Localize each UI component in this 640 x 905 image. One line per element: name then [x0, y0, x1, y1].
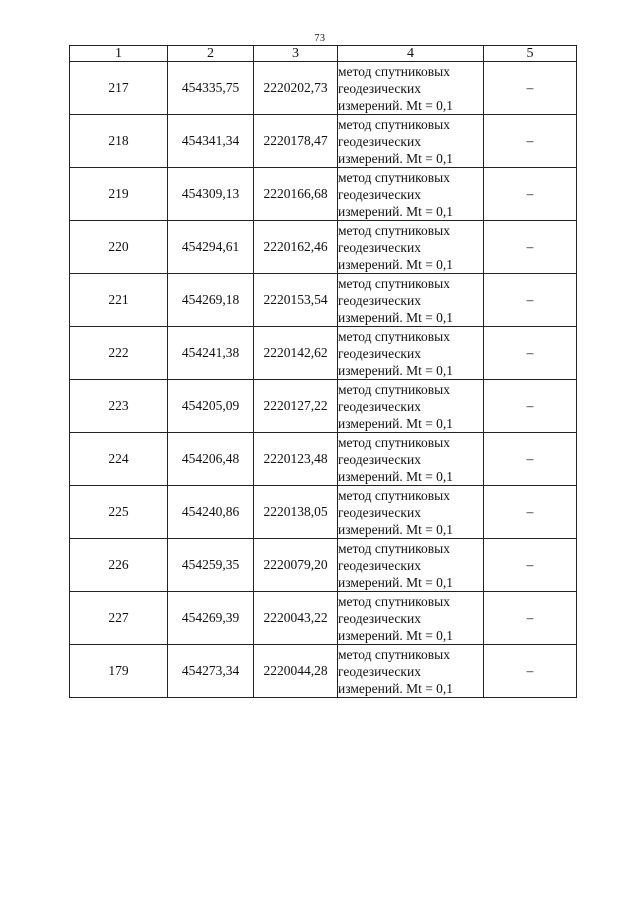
method-line: метод спутниковых [338, 222, 450, 238]
x-coordinate-cell: 454240,86 [168, 486, 254, 539]
method-line: измерений. Mt = 0,1 [338, 574, 454, 590]
method-line: геодезических [338, 345, 421, 361]
point-number-cell: 224 [70, 433, 168, 486]
method-line: геодезических [338, 398, 421, 414]
method-line: геодезических [338, 80, 421, 96]
method-cell [338, 115, 484, 168]
table-row [70, 645, 577, 698]
table-header-row [70, 46, 577, 62]
table-row [70, 327, 577, 380]
y-coordinate-cell: 2220142,62 [254, 327, 338, 380]
method-line: метод спутниковых [338, 169, 450, 185]
table-row [70, 433, 577, 486]
method-cell [338, 645, 484, 698]
col5-cell: – [484, 168, 577, 221]
point-number-cell: 219 [70, 168, 168, 221]
point-number-cell: 222 [70, 327, 168, 380]
method-cell [338, 62, 484, 115]
col5-cell: – [484, 380, 577, 433]
method-line: измерений. Mt = 0,1 [338, 627, 454, 643]
method-line: измерений. Mt = 0,1 [338, 468, 454, 484]
method-line: измерений. Mt = 0,1 [338, 415, 454, 431]
point-number-cell: 221 [70, 274, 168, 327]
method-cell [338, 274, 484, 327]
method-cell [338, 592, 484, 645]
y-coordinate-cell: 2220079,20 [254, 539, 338, 592]
point-number-cell: 226 [70, 539, 168, 592]
method-line: метод спутниковых [338, 487, 450, 503]
col5-cell: – [484, 486, 577, 539]
x-coordinate-cell: 454269,18 [168, 274, 254, 327]
method-line: метод спутниковых [338, 381, 450, 397]
method-line: метод спутниковых [338, 63, 450, 79]
method-cell [338, 539, 484, 592]
coordinates-table [69, 45, 577, 698]
y-coordinate-cell: 2220166,68 [254, 168, 338, 221]
table-row [70, 539, 577, 592]
point-number-cell: 179 [70, 645, 168, 698]
method-cell [338, 327, 484, 380]
x-coordinate-cell: 454241,38 [168, 327, 254, 380]
x-coordinate-cell: 454259,35 [168, 539, 254, 592]
method-line: измерений. Mt = 0,1 [338, 309, 454, 325]
y-coordinate-cell: 2220127,22 [254, 380, 338, 433]
x-coordinate-cell: 454341,34 [168, 115, 254, 168]
col5-cell: – [484, 62, 577, 115]
x-coordinate-cell: 454206,48 [168, 433, 254, 486]
method-line: метод спутниковых [338, 593, 450, 609]
method-line: измерений. Mt = 0,1 [338, 521, 454, 537]
table-row [70, 592, 577, 645]
method-line: геодезических [338, 504, 421, 520]
method-line: измерений. Mt = 0,1 [338, 97, 454, 113]
method-line: геодезических [338, 610, 421, 626]
table-row [70, 115, 577, 168]
y-coordinate-cell: 2220123,48 [254, 433, 338, 486]
table-row [70, 62, 577, 115]
method-line: метод спутниковых [338, 275, 450, 291]
method-line: измерений. Mt = 0,1 [338, 256, 454, 272]
col5-cell: – [484, 433, 577, 486]
y-coordinate-cell: 2220178,47 [254, 115, 338, 168]
method-line: измерений. Mt = 0,1 [338, 680, 454, 696]
x-coordinate-cell: 454205,09 [168, 380, 254, 433]
point-number-cell: 217 [70, 62, 168, 115]
table-row [70, 274, 577, 327]
page-number: 73 [314, 33, 326, 44]
col5-cell: – [484, 115, 577, 168]
method-cell [338, 380, 484, 433]
method-line: метод спутниковых [338, 328, 450, 344]
table-row [70, 221, 577, 274]
method-line: метод спутниковых [338, 540, 450, 556]
header-col-2: 2 [168, 46, 254, 62]
method-line: геодезических [338, 663, 421, 679]
table-body [70, 62, 577, 698]
x-coordinate-cell: 454273,34 [168, 645, 254, 698]
method-cell [338, 433, 484, 486]
header-col-4: 4 [338, 46, 484, 62]
header-col-1: 1 [70, 46, 168, 62]
method-line: измерений. Mt = 0,1 [338, 203, 454, 219]
table-row [70, 486, 577, 539]
header-col-3: 3 [254, 46, 338, 62]
method-line: геодезических [338, 239, 421, 255]
method-line: измерений. Mt = 0,1 [338, 150, 454, 166]
col5-cell: – [484, 221, 577, 274]
x-coordinate-cell: 454335,75 [168, 62, 254, 115]
y-coordinate-cell: 2220138,05 [254, 486, 338, 539]
table-row [70, 380, 577, 433]
method-line: геодезических [338, 292, 421, 308]
method-line: измерений. Mt = 0,1 [338, 362, 454, 378]
col5-cell: – [484, 274, 577, 327]
method-cell [338, 168, 484, 221]
method-line: геодезических [338, 133, 421, 149]
y-coordinate-cell: 2220044,28 [254, 645, 338, 698]
point-number-cell: 223 [70, 380, 168, 433]
point-number-cell: 227 [70, 592, 168, 645]
method-line: геодезических [338, 451, 421, 467]
point-number-cell: 225 [70, 486, 168, 539]
y-coordinate-cell: 2220153,54 [254, 274, 338, 327]
table-row [70, 168, 577, 221]
method-cell [338, 486, 484, 539]
method-line: геодезических [338, 557, 421, 573]
x-coordinate-cell: 454294,61 [168, 221, 254, 274]
y-coordinate-cell: 2220043,22 [254, 592, 338, 645]
method-cell [338, 221, 484, 274]
x-coordinate-cell: 454309,13 [168, 168, 254, 221]
method-line: метод спутниковых [338, 646, 450, 662]
method-line: метод спутниковых [338, 116, 450, 132]
x-coordinate-cell: 454269,39 [168, 592, 254, 645]
method-line: геодезических [338, 186, 421, 202]
col5-cell: – [484, 539, 577, 592]
point-number-cell: 218 [70, 115, 168, 168]
point-number-cell: 220 [70, 221, 168, 274]
col5-cell: – [484, 645, 577, 698]
method-line: метод спутниковых [338, 434, 450, 450]
col5-cell: – [484, 592, 577, 645]
col5-cell: – [484, 327, 577, 380]
header-col-5: 5 [484, 46, 577, 62]
y-coordinate-cell: 2220202,73 [254, 62, 338, 115]
y-coordinate-cell: 2220162,46 [254, 221, 338, 274]
